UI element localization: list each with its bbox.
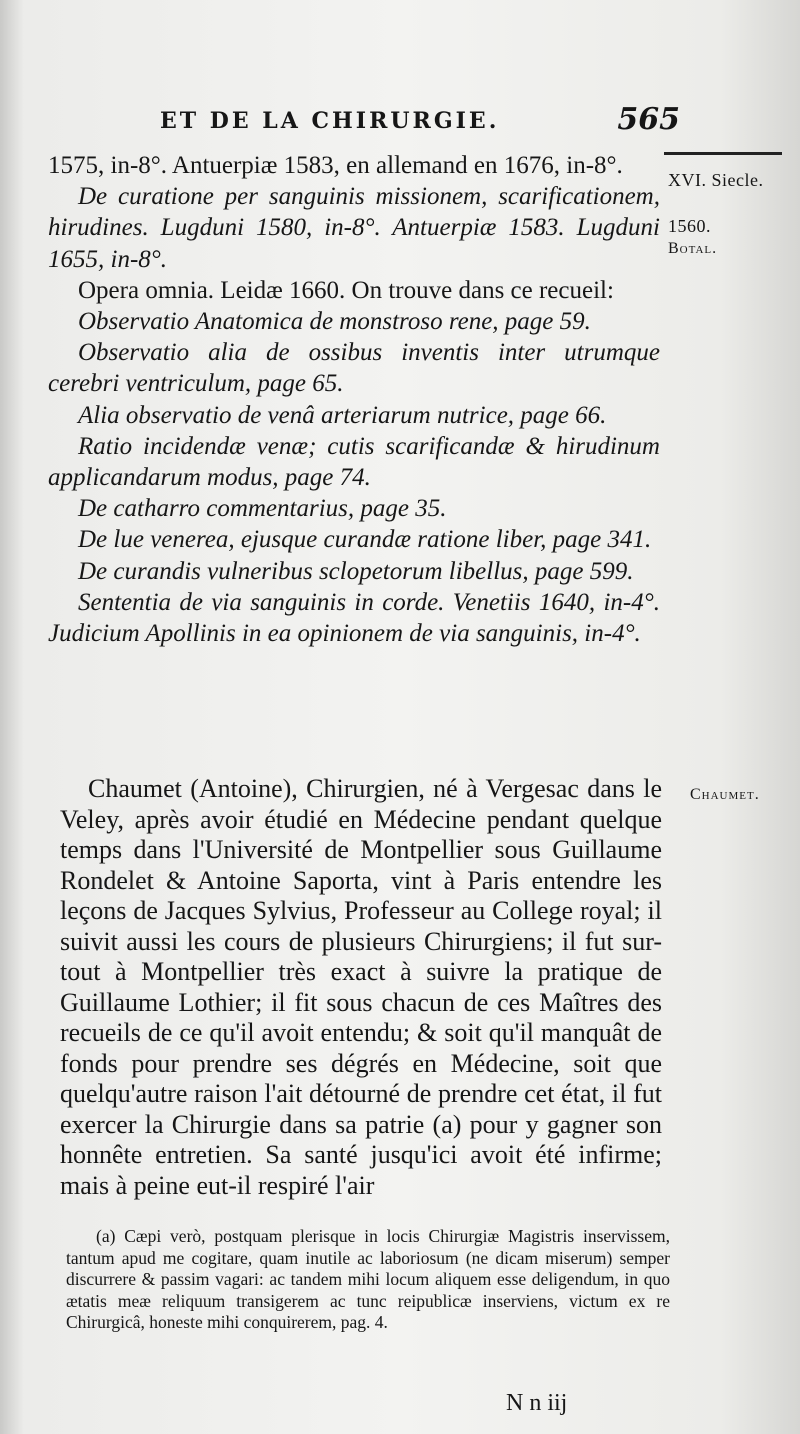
margin-rule [664, 152, 782, 155]
margin-note-botal: Botal. [668, 240, 718, 257]
bib-entry: Opera omnia. Leidæ 1660. On trouve dans ce recueil: [78, 276, 614, 304]
bib-entry: 1575, in-8°. Antuerpiæ 1583, en allemand en 1676, in-8°. [48, 152, 623, 179]
bib-entry: Sententia de via sanguinis in corde. Venetiis 1640, in-4°. Judicium Apollinis in ea opinionem de via sanguinis, in-4°. [48, 588, 660, 648]
chaumet-paragraph: Chaumet (Antoine), Chirurgien, né à Vergesac dans le Veley, après avoir étudié en Médecine pendant quelque temps dans l'Université de Montpellier sous Guillaume Rondelet & Antoine Saporta, vint à Paris entendre les leçons de Jacques Sylvius, Professeur au College royal; il suivit aussi les cours de plusieurs Chirurgiens; il fut sur-tout à Montpellier très exact à suivre la pratique de Guillaume Lothier; il fit sous chacun de ces Maîtres des recueils de ce qu'il avoit entendu; & soit qu'il manquât de fonds pour prendre ses dégrés en Médecine, soit que quelqu'autre raison l'ait détourné de prendre cet état, il fut exercer la Chirurgie dans sa patrie (a) pour y gagner son honnête entretien. Sa santé jusqu'ici avoit été infirme; mais à peine eut-il respiré l'air [60, 774, 662, 1200]
margin-note-chaumet: Chaumet. [690, 786, 760, 803]
bib-entry: Ratio incidendæ venæ; cutis scarificandæ & hirudinum applicandarum modus, page 74. [48, 432, 660, 492]
bib-entry: De curandis vulneribus sclopetorum libellus, page 599. [78, 557, 634, 585]
bib-entry: Observatio alia de ossibus inventis inter utrumque cerebri ventriculum, page 65. [48, 339, 660, 398]
bib-entry: De catharro commentarius, page 35. [78, 495, 447, 523]
main-text [60, 774, 662, 1201]
bib-entry: De lue venerea, ejusque curandæ ratione liber, page 341. [78, 526, 652, 554]
bibliography-list [48, 150, 660, 649]
bib-entry: Alia observatio de venâ arteriarum nutrice, page 66. [78, 401, 607, 429]
running-header [160, 102, 680, 137]
running-title: ET DE LA CHIRURGIE. [160, 108, 500, 134]
margin-note-year: 1560. [668, 216, 711, 236]
bib-entry: Observatio Anatomica de monstroso rene, page 59. [78, 308, 591, 336]
signature-mark: N n iij [506, 1390, 568, 1416]
footnote-text: (a) Cæpi verò, postquam plerisque in locis Chirurgiæ Magistris inservissem, tantum apud me cogitare, quam inutile ac laboriosum (ne dicam miserum) semper discurrere & passim vagari: ac tandem mihi locum aliquem esse deligendum, in quo ætatis meæ reliquum transigerem ac tunc reipublicæ inserviens, victum ex re Chirurgicâ, honeste mihi conquirerem, pag. 4. [66, 1226, 670, 1333]
bib-entry: De curatione per sanguinis missionem, scarificationem, hirudines. Lugduni 1580, in-8°. Antuerpiæ 1583. Lugduni 1655, in-8°. [48, 183, 660, 273]
margin-note-century: XVI. Siecle. [668, 170, 764, 190]
page-number: 565 [617, 102, 680, 137]
footnote [66, 1226, 670, 1334]
